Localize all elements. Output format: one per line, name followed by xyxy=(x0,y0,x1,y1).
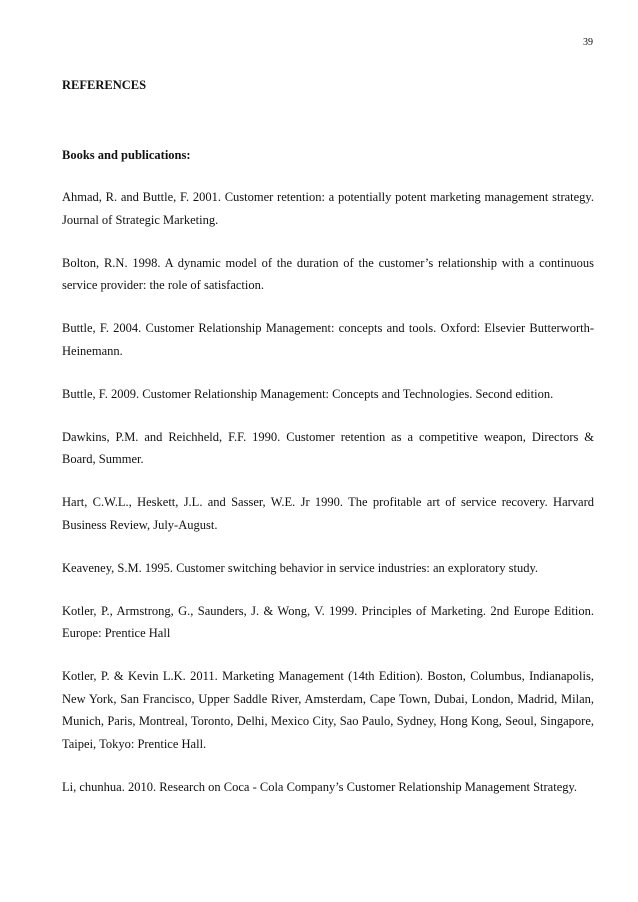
reference-item: Hart, C.W.L., Heskett, J.L. and Sasser, W.E. Jr 1990. The profitable art of service recovery. Harvard Business Review, July-August. xyxy=(62,495,594,532)
reference-item: Li, chunhua. 2010. Research on Coca - Cola Company’s Customer Relationship Management Strategy. xyxy=(62,779,578,794)
subsection-heading: Books and publications: xyxy=(62,148,191,162)
reference-item: Bolton, R.N. 1998. A dynamic model of the duration of the customer’s relationship with a continuous service provider: the role of satisfaction. xyxy=(62,255,594,292)
section-heading: REFERENCES xyxy=(62,78,147,92)
reference-item: Keaveney, S.M. 1995. Customer switching behavior in service industries: an exploratory study. xyxy=(62,560,539,575)
reference-list xyxy=(62,186,594,819)
reference-item: Buttle, F. 2009. Customer Relationship Management: Concepts and Technologies. Second edition. xyxy=(62,386,554,401)
reference-item: Buttle, F. 2004. Customer Relationship Management: concepts and tools. Oxford: Elsevier Butterworth-Heinemann. xyxy=(62,321,594,358)
reference-item: Dawkins, P.M. and Reichheld, F.F. 1990. Customer retention as a competitive weapon, Directors & Board, Summer. xyxy=(62,429,594,466)
reference-item: Kotler, P. & Kevin L.K. 2011. Marketing Management (14th Edition). Boston, Columbus, Indianapolis, New York, San Francisco, Upper Saddle River, Amsterdam, Cape Town, Dubai, London, Madrid, Milan, Munich, Paris, Montreal, Toronto, Delhi, Mexico City, Sao Paulo, Sydney, Hong Kong, Seoul, Singapore, Taipei, Tokyo: Prentice Hall. xyxy=(62,669,594,751)
reference-item: Ahmad, R. and Buttle, F. 2001. Customer retention: a potentially potent marketing management strategy. Journal of Strategic Marketing. xyxy=(62,190,594,227)
page-number: 39 xyxy=(583,37,593,48)
reference-item: Kotler, P., Armstrong, G., Saunders, J. & Wong, V. 1999. Principles of Marketing. 2nd Europe Edition. Europe: Prentice Hall xyxy=(62,603,594,640)
